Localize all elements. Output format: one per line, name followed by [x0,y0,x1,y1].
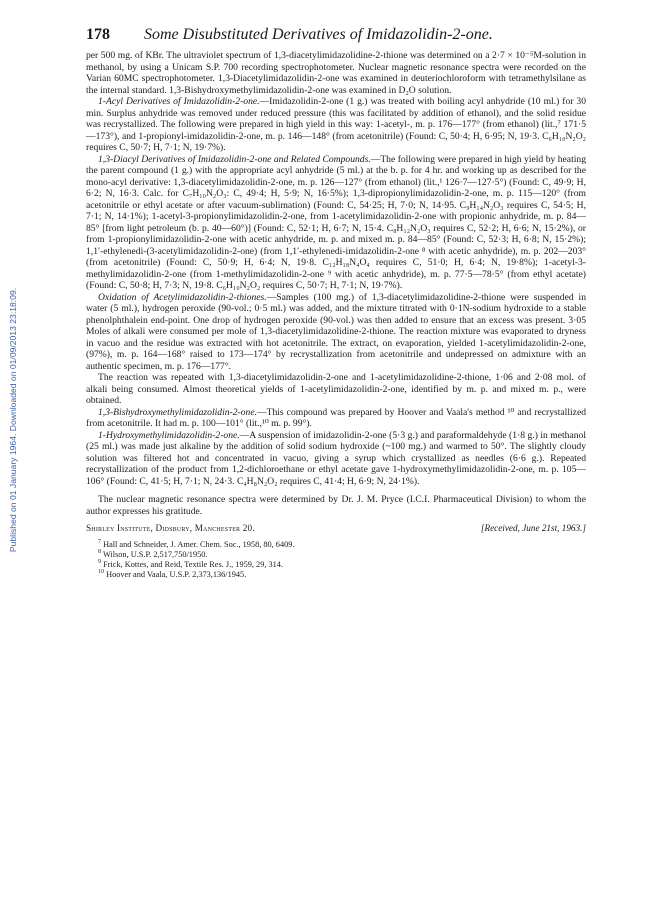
reference-text: Hall and Schneider, J. Amer. Chem. Soc., 1958, 80, 6409. [103,540,295,549]
reference-number: 10 [98,569,104,576]
references [86,540,586,580]
reference-text: Wilson, U.S.P. 2,517,750/1950. [102,550,208,559]
running-header [86,26,586,44]
affiliation: Shirley Institute, Didsbury, Manchester 20. [86,523,255,533]
reference-item [86,570,586,580]
reference-number: 8 [98,549,101,556]
section-heading: 1-Hydroxymethylimidazolidin-2-one. [98,429,240,441]
paragraph-text: per 500 mg. of KBr. The ultraviolet spectrum of 1,3-diacetylimidazolidine-2-thione was determined on a 2·7 × 10⁻⁵M-solution in methanol, by using a Unicam S.P. 700 recording spectrophotometer. Nuclear magnetic resonance spectra were recorded on the Varian 60MC spectrophotometer. 1,3-Diacetylimidazolidin-2-one was examined in deuteriochloroform with tetramethylsilane as the internal standard. 1,3-Bishydroxymethylimidazolidin-2-one was examined in D₂O solution. [86,50,586,96]
paragraph-text: —A suspension of imidazolidin-2-one (5·3 g.) and paraformaldehyde (1·8 g.) in methanol (25 ml.) was made just alkaline by the addition of solid sodium hydroxide (~100 mg.) and warmed to 50°. The slightly cloudy solution was filtered hot and concentrated in vacuo, giving a syrup which crystallized as needles (6·6 g.). Repeated recrystallization of the product from 1,2-dichloroethane or ethyl acetate gave 1-hydroxymethylimidazolidin-2-one, m. p. 105—106° (Found: C, 41·5; H, 7·1; N, 24·3. C₄H₈N₂O₂ requires C, 41·4; H, 6·9; N, 24·1%). [86,429,586,487]
reference-item [86,550,586,560]
paragraph [86,50,586,96]
paragraph [86,96,586,154]
page-number: 178 [86,26,110,43]
paragraph-text: —This compound was prepared by Hoover and Vaala's method ¹⁰ and recrystallized from acetonitrile. It had m. p. 100—101° (lit.,¹⁰ m. p. 99°). [86,406,586,429]
paragraph [86,154,586,292]
paragraph-text: —Imidazolidin-2-one (1 g.) was treated with boiling acyl anhydride (10 ml.) for 30 min. Surplus anhydride was removed under reduced pressure (this was facilitated by addition of ethanol), and the solid residue was recrystallized. The following were prepared in high yield in this way: 1-acetyl-, m. p. 176—177° (from ethanol) (lit.,⁷ 171·5—173°), and 1-propionyl-imidazolidin-2-one, m. p. 146—148° (from acetonitrile) (Found: C, 50·4; H, 6·95; N, 19·3. C₆H₁₀N₂O₂ requires C, 50·7; H, 7·1; N, 19·7%). [86,96,586,153]
paragraph [86,372,586,407]
paragraph-text: The reaction was repeated with 1,3-diacetylimidazolidin-2-one and 1-acetylimidazolidine-2-thione, 1·06 and 2·08 mol. of alkali being consumed. Almost theoretical yields of 1-acetylimidazolidin-2-one, identified by m. p. and mixed m. p., were obtained. [86,372,586,406]
affiliation-line [86,523,586,534]
reference-text: Hoover and Vaala, U.S.P. 2,373,136/1945. [106,570,247,579]
section-heading: 1,3-Diacyl Derivatives of Imidazolidin-2-one and Related Compounds. [98,153,371,165]
section-heading: 1,3-Bishydroxymethylimidazolidin-2-one. [98,406,257,418]
reference-item [86,560,586,570]
reference-number: 7 [98,539,101,546]
running-title: Some Disubstituted Derivatives of Imidazolidin-2-one. [144,26,493,43]
acknowledgement: The nuclear magnetic resonance spectra were determined by Dr. J. M. Pryce (I.C.I. Pharmaceutical Division) to whom the author expresses his gratitude. [86,494,586,517]
section-heading: Oxidation of Acetylimidazolidin-2-thiones. [98,291,267,303]
journal-page [86,26,586,580]
reference-number: 9 [98,559,101,566]
download-watermark-text: Published on 01 January 1964. Downloaded on 01/09/2013 23:18:09. [8,287,18,553]
received-date: [Received, June 21st, 1963.] [480,523,586,533]
section-heading: 1-Acyl Derivatives of Imidazolidin-2-one. [98,96,260,107]
paragraph [86,407,586,430]
reference-text: Frick, Kottes, and Reid, Textile Res. J., 1959, 29, 314. [103,560,284,569]
paragraph-text: —Samples (100 mg.) of 1,3-diacetylimidazolidine-2-thione were suspended in water (5 ml.), hydrogen peroxide (90-vol.; 0·5 ml.) was added, and the mixture titrated with 0·1N-sodium hydroxide to a stable phenolphthalein end-point. One drop of hydrogen peroxide (90-vol.) was then added to ensure that an excess was present. 3·05 Moles of alkali were consumed per mole of 1,3-diacetylimidazolidine-2-thione. The reaction mixture was evaporated to dryness in vacuo and the residue was extracted with hot acetonitrile. The extract, on evaporation, yielded 1-acetylimidazolidin-2-one, (97%), m. p. 164—168° raised to 173—174° by recrystallization from acetonitrile and undepressed on admixture with an authentic specimen, m. p. 176—177°. [86,291,586,372]
paragraph [86,430,586,488]
paragraph-text: —The following were prepared in high yield by heating the parent compound (1 g.) with the appropriate acyl anhydride (5 ml.) at the b. p. for 4 hr. and working up as described for the mono-acyl derivative: 1,3-diacetylimidazolidin-2-one, m. p. 126—127° (from ethanol) (lit.,¹ 126·7—127·5°) (Found: C, 49·9; H, 6·2; N, 16·3. Calc. for C₇H₁₀N₂O₃: C, 49·4; H, 5·9; N, 16·5%); 1,3-dipropionylimidazolidin-2-one, m. p. 115—120° (from acetonitrile or ethyl acetate or after vacuum-sublimation) (Found: C, 54·25; H, 7·0; N, 14·95. C₉H₁₄N₂O₃ requires C, 54·5; H, 7·1; N, 14·1%); 1-acetyl-3-propionylimidazolidin-2-one, from 1-acetylimidazolidin-2-one with propionic anhydride, m. p. 84—85° [from light petroleum (b. p. 40—60°)] (Found: C, 52·1; H, 6·7; N, 15·4. C₈H₁₂N₂O₃ requires C, 52·2; H, 6·6; N, 15·2%), or from 1-propionylimidazolidin-2-one with acetic anhydride, m. p. and mixed m. p. 84—85° (Found: C, 52·3; H, 6·8; N, 15·2%); 1,1′-ethylenedi-(3-acetylimidazolidin-2-one) (from 1,1′-ethylenedi-imidazolidin-2-one ⁸ with acetic anhydride), m. p. 202—203° (from acetonitrile) (Found: C, 50·9; H, 6·4; N, 19·8. C₁₂H₁₈N₄O₄ requires C, 51·0; H, 6·4; N, 19·8%); 1-acetyl-3-methylimidazolidin-2-one (from 1-methylimidazolidin-2-one ⁹ with acetic anhydride), m. p. 77·5—78·5° (from ethyl acetate) (Found: C, 50·8; H, 7·3; N, 19·8. C₆H₁₀N₂O₂ requires C, 50·7; H, 7·1; N, 19·7%). [86,153,586,291]
paragraph [86,292,586,373]
download-watermark [6,180,20,660]
reference-item [86,540,586,550]
